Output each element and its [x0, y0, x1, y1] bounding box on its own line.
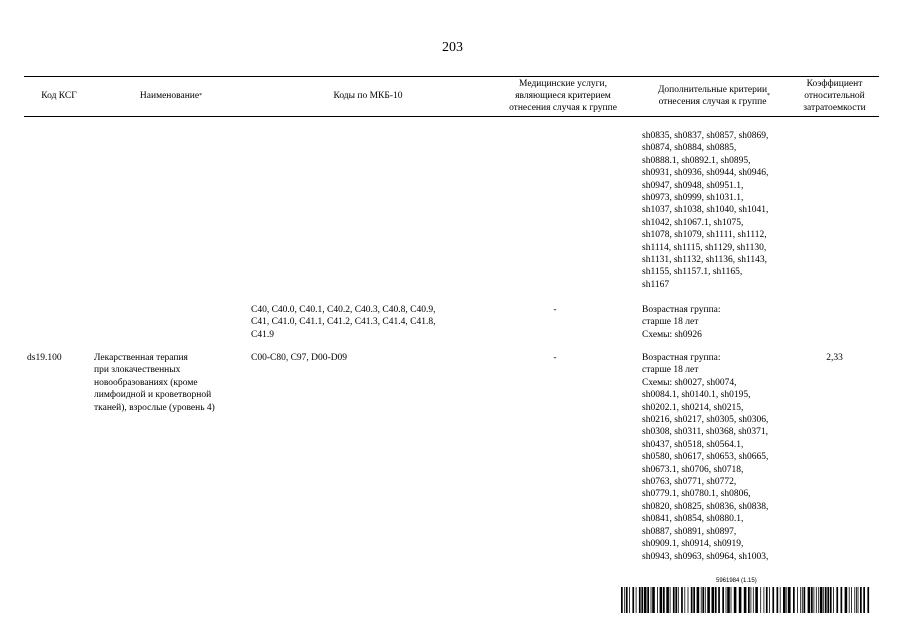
table-row-3-name: Лекарственная терапия при злокачественных новообразованиях (кроме лимфоидной и кроветворной тканей), взрослые (уровень 4)	[94, 353, 215, 413]
table-row-3-criteria: Возрастная группа: старше 18 лет Схемы: sh0027, sh0074, sh0084.1, sh0140.1, sh0195, sh0202.1, sh0214, sh0215, sh0216, sh0217, sh0305, sh0306, sh0308, sh0311, sh0368, sh0371, sh0437, sh0518, sh0564.1, sh0580, sh0617, sh0653, sh0665, sh0673.1, sh0706, sh0718, sh0763, sh0771, sh0772, sh0779.1, sh0780.1, sh0806, sh0820, sh0825, sh0836, sh0838, sh0841, sh0854, sh0880.1, sh0887, sh0891, sh0897, sh0909.1, sh0914, sh0919, sh0943, sh0963, sh0964, sh1003,	[642, 353, 769, 562]
table-row-2-services: -	[553, 305, 557, 315]
header-services: Медицинские услуги, являющиеся критерием отнесения случая к группе	[509, 79, 617, 113]
table-row-2-criteria: Возрастная группа: старше 18 лет Схемы: sh0926	[642, 305, 721, 340]
table-row-1-criteria: sh0835, sh0837, sh0857, sh0869, sh0874, sh0884, sh0885, sh0888.1, sh0892.1, sh0895, sh0931, sh0936, sh0944, sh0946, sh0947, sh0948, sh0951.1, sh0973, sh0999, sh1031.1, sh1037, sh1038, sh1040, sh1041, sh1042, sh1067.1, sh1075, sh1078, sh1079, sh1111, sh1112, sh1114, sh1115, sh1129, sh1130, sh1131, sh1132, sh1136, sh1143, sh1155, sh1157.1, sh1165, sh1167	[642, 131, 769, 290]
header-coefficient: Коэффициент относительной затратоемкости	[803, 79, 866, 113]
table-row-2-icd: C40, C40.0, C40.1, C40.2, C40.3, C40.8, C40.9, C41, C41.0, C41.1, C41.2, C41.3, C41.4, C41.8, C41.9	[251, 305, 436, 340]
table-row-3-services: -	[553, 353, 557, 363]
header-criteria: Дополнительные критерии отнесения случая к группе *	[657, 85, 771, 107]
page-number: 203	[442, 40, 463, 55]
table-row-3-coefficient: 2,33	[826, 353, 843, 363]
barcode-label: 5961984 (1.15)	[716, 578, 757, 584]
header-bottom-rule	[24, 116, 879, 117]
header-icd: Коды по МКБ-10	[333, 91, 403, 101]
table-row-3-code: ds19.100	[27, 353, 62, 363]
header-name: Наименование *	[139, 91, 203, 101]
barcode	[621, 587, 871, 613]
header-code: Код КСГ	[41, 91, 77, 101]
table-row-3-icd: C00-C80, C97, D00-D09	[251, 353, 348, 363]
